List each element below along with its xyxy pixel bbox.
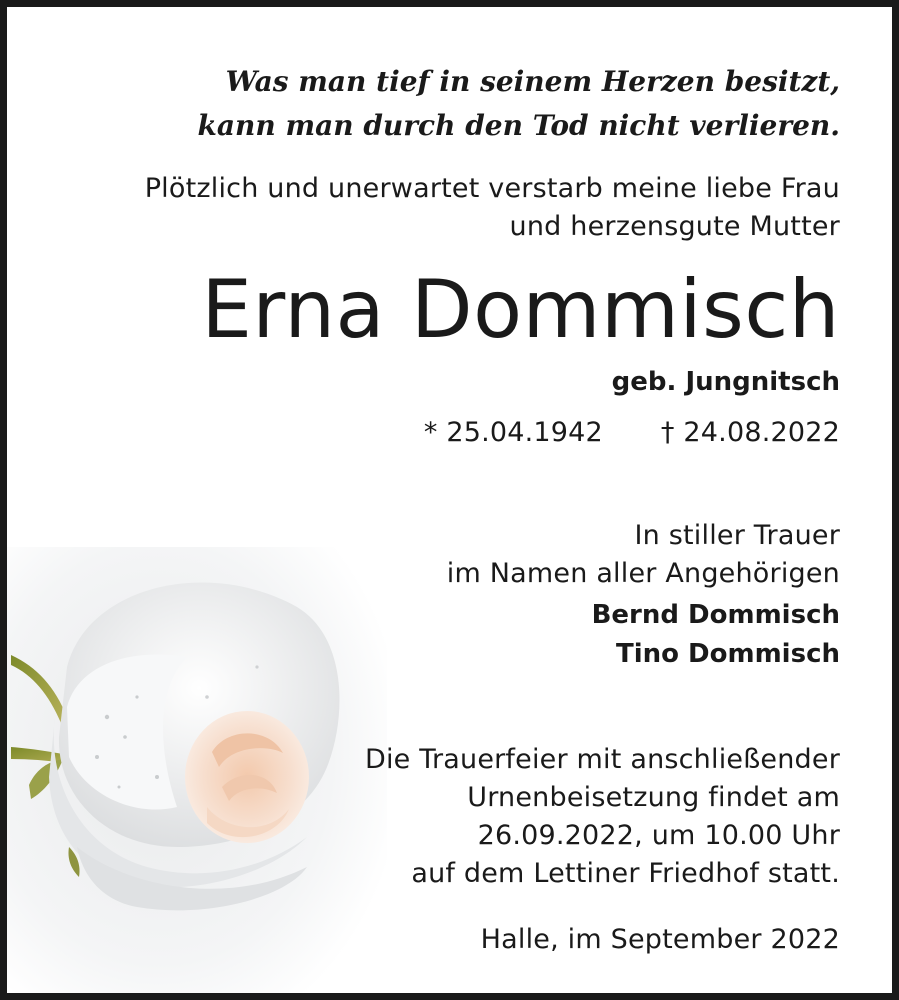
mourner-name: Bernd Dommisch xyxy=(591,600,840,630)
ceremony-line: Urnenbeisetzung findet am xyxy=(467,782,840,813)
white-rose-icon xyxy=(7,547,387,1000)
deceased-name: Erna Dommisch xyxy=(201,263,840,356)
ceremony-line: 26.09.2022, um 10.00 Uhr xyxy=(477,820,840,851)
mourners-intro xyxy=(447,517,840,593)
motto xyxy=(197,60,840,148)
intro-line: und herzensgute Mutter xyxy=(509,211,840,242)
mourner-name: Tino Dommisch xyxy=(615,639,840,669)
maiden-name: geb. Jungnitsch xyxy=(611,367,840,397)
death-date: † 24.08.2022 xyxy=(660,417,840,448)
ceremony-line: auf dem Lettiner Friedhof statt. xyxy=(411,858,840,889)
ceremony-line: Die Trauerfeier mit anschließender xyxy=(364,744,840,775)
mourner-names xyxy=(592,596,840,674)
ceremony-info xyxy=(365,741,840,893)
motto-line: Was man tief in seinem Herzen besitzt, xyxy=(225,65,840,98)
birth-date: * 25.04.1942 xyxy=(423,417,603,448)
life-dates xyxy=(424,414,840,452)
closing-place-date: Halle, im September 2022 xyxy=(480,924,840,955)
intro-line: Plötzlich und unerwartet verstarb meine liebe Frau xyxy=(144,173,840,204)
mourners-line: im Namen aller Angehörigen xyxy=(446,558,840,589)
mourners-line: In stiller Trauer xyxy=(634,520,840,551)
intro-text xyxy=(145,170,840,246)
motto-line: kann man durch den Tod nicht verlieren. xyxy=(197,109,840,142)
